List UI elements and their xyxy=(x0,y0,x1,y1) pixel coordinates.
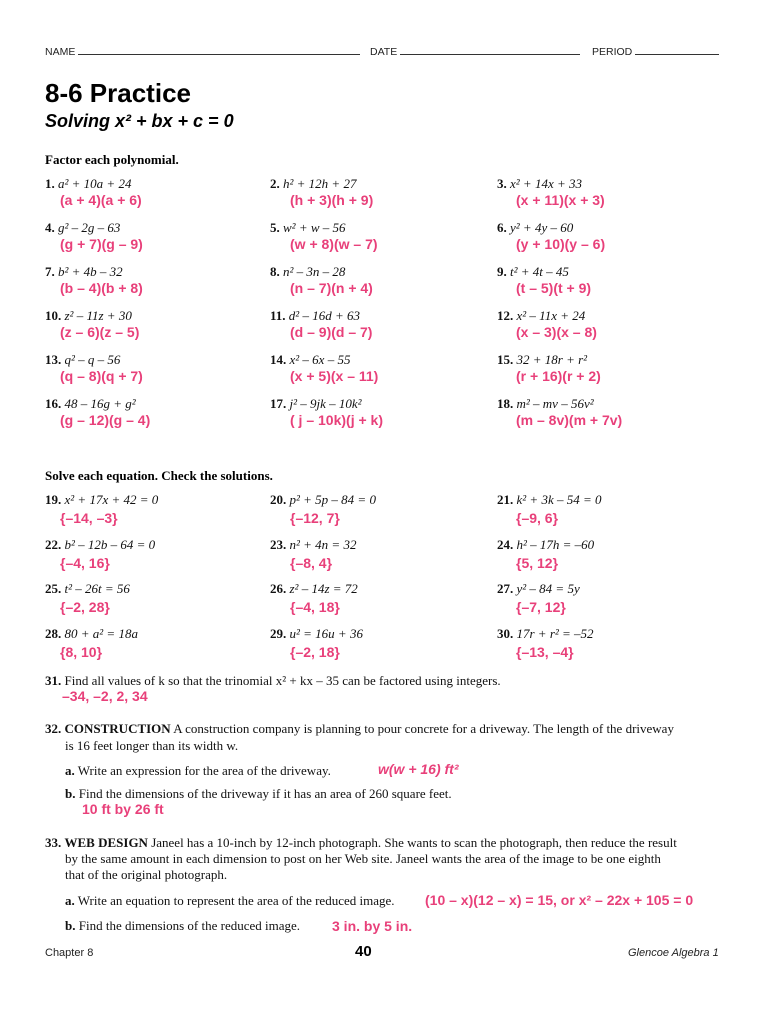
problem-2 xyxy=(270,176,356,192)
date-label: DATE xyxy=(370,46,398,58)
problem-answer: (x + 5)(x – 11) xyxy=(290,368,379,384)
problem-answer: {–12, 7} xyxy=(290,510,340,526)
problem-number: 10. xyxy=(45,308,62,323)
problem-16 xyxy=(45,396,136,412)
q33b xyxy=(65,918,300,934)
problem-6 xyxy=(497,220,573,236)
problem-8 xyxy=(270,581,358,597)
problem-expression: w² + w – 56 xyxy=(283,220,346,235)
problem-answer: (z – 6)(z – 5) xyxy=(60,324,140,340)
q32-text-line2: is 16 feet longer than its width w. xyxy=(65,738,239,753)
name-field[interactable] xyxy=(45,46,360,58)
problem-10 xyxy=(45,308,132,324)
problem-answer: (r + 16)(r + 2) xyxy=(516,368,601,384)
problem-14 xyxy=(270,352,350,368)
problem-number: 15. xyxy=(497,352,514,367)
problem-expression: b² – 12b – 64 = 0 xyxy=(64,536,156,552)
problem-answer: (n – 7)(n + 4) xyxy=(290,280,373,296)
problem-number: 8. xyxy=(270,264,280,279)
problem-1 xyxy=(45,176,131,192)
q32-text-line1: A construction company is planning to pour concrete for a driveway. The length of the driveway xyxy=(173,721,674,736)
problem-expression: x² + 14x + 33 xyxy=(510,176,582,191)
problem-answer: (a + 4)(a + 6) xyxy=(60,192,142,208)
problem-expression: 32 + 18r + r² xyxy=(516,352,588,367)
problem-expression: y² + 4y – 60 xyxy=(510,220,574,235)
q31 xyxy=(45,673,501,689)
problem-answer: (m – 8v)(m + 7v) xyxy=(516,412,623,428)
problem-answer: {5, 12} xyxy=(516,554,559,571)
problem-number: 14. xyxy=(270,352,287,367)
problem-expression: z² – 14z = 72 xyxy=(289,581,358,596)
footer-book: Glencoe Algebra 1 xyxy=(628,947,719,959)
problem-number: 7. xyxy=(45,264,55,279)
problem-expression: 80 + a² = 18a xyxy=(64,625,138,641)
problem-answer: {–4, 18} xyxy=(290,599,340,615)
q32-number: 32. xyxy=(45,721,62,736)
problem-7 xyxy=(45,264,123,280)
problem-number: 2. xyxy=(270,176,280,191)
problem-answer: {8, 10} xyxy=(60,643,103,660)
problem-number: 18. xyxy=(497,396,514,411)
period-field[interactable] xyxy=(592,46,719,58)
q33a xyxy=(65,893,395,909)
q32b-label: b. xyxy=(65,786,76,801)
problem-answer: (w + 8)(w – 7) xyxy=(290,236,378,252)
problem-number: 4. xyxy=(45,220,55,235)
q32a-label: a. xyxy=(65,763,75,778)
problem-7 xyxy=(45,581,130,597)
problem-9 xyxy=(497,264,569,280)
problem-answer: {–13, –4} xyxy=(516,643,574,660)
problem-expression: h² + 12h + 27 xyxy=(283,176,357,191)
problem-number: 23. xyxy=(270,536,287,552)
problem-answer: (g + 7)(g – 9) xyxy=(60,236,143,252)
q33-heading: WEB DESIGN xyxy=(64,835,148,850)
problem-answer: (y + 10)(y – 6) xyxy=(516,236,606,252)
problem-expression: t² + 4t – 45 xyxy=(510,264,569,279)
problem-expression: y² – 84 = 5y xyxy=(516,581,580,596)
q33a-label: a. xyxy=(65,893,75,908)
problem-number: 1. xyxy=(45,176,55,191)
problem-12 xyxy=(497,626,594,642)
q31-text: Find all values of k so that the trinomial x² + kx – 35 can be factored using integers. xyxy=(64,673,501,688)
problem-3 xyxy=(497,492,601,508)
period-label: PERIOD xyxy=(592,46,633,58)
problem-number: 27. xyxy=(497,581,514,596)
problem-answer: {–4, 16} xyxy=(60,554,110,571)
q33b-label: b. xyxy=(65,918,76,933)
problem-expression: z² – 11z + 30 xyxy=(64,308,132,323)
q32a-text: Write an expression for the area of the driveway. xyxy=(77,763,331,778)
problem-answer: (g – 12)(g – 4) xyxy=(60,412,151,428)
problem-10 xyxy=(45,626,138,642)
problem-2 xyxy=(270,492,376,508)
date-line[interactable] xyxy=(400,54,580,55)
q31-number: 31. xyxy=(45,673,62,688)
problem-number: 28. xyxy=(45,625,62,641)
problem-11 xyxy=(270,626,363,642)
problem-expression: x² – 6x – 55 xyxy=(289,352,351,367)
problem-answer: {–14, –3} xyxy=(60,510,118,526)
problem-number: 22. xyxy=(45,536,62,552)
problem-answer: {–2, 18} xyxy=(290,643,340,660)
problem-answer: {–8, 4} xyxy=(290,554,333,571)
q33a-text: Write an equation to represent the area of the reduced image. xyxy=(77,893,395,908)
problem-answer: (b – 4)(b + 8) xyxy=(60,280,143,296)
problem-number: 19. xyxy=(45,492,62,507)
problem-expression: p² + 5p – 84 = 0 xyxy=(289,492,376,507)
footer-page-number: 40 xyxy=(355,943,372,960)
problem-12 xyxy=(497,308,585,324)
q32b-text: Find the dimensions of the driveway if it has an area of 260 square feet. xyxy=(78,786,452,801)
q33-text-line2: by the same amount in each dimension to post on her Web site. Janeel wants the area of the image to be one eighth xyxy=(65,851,661,866)
q33-text-line1: Janeel has a 10-inch by 12-inch photograph. She wants to scan the photograph, then reduce the result xyxy=(151,835,677,850)
problem-11 xyxy=(270,308,360,324)
problem-expression: n² – 3n – 28 xyxy=(283,264,346,279)
q33b-text: Find the dimensions of the reduced image. xyxy=(78,918,301,933)
name-line[interactable] xyxy=(78,54,360,55)
problem-expression: k² + 3k – 54 = 0 xyxy=(516,492,602,507)
problem-number: 9. xyxy=(497,264,507,279)
problem-expression: x² + 17x + 42 = 0 xyxy=(64,492,159,507)
problem-number: 17. xyxy=(270,396,287,411)
problem-13 xyxy=(45,352,120,368)
problem-number: 25. xyxy=(45,581,62,596)
q32b xyxy=(65,786,452,802)
problem-17 xyxy=(270,396,362,412)
footer-chapter: Chapter 8 xyxy=(45,947,94,959)
problem-4 xyxy=(45,220,120,236)
problem-number: 3. xyxy=(497,176,507,191)
problem-1 xyxy=(45,492,158,508)
problem-expression: 17r + r² = –52 xyxy=(516,625,594,641)
problem-expression: b² + 4b – 32 xyxy=(58,264,123,279)
problem-answer: (x + 11)(x + 3) xyxy=(516,192,605,208)
q33-text-line3: that of the original photograph. xyxy=(65,867,228,882)
problem-expression: d² – 16d + 63 xyxy=(288,308,360,323)
problem-18 xyxy=(497,396,594,412)
problem-answer: (q – 8)(q + 7) xyxy=(60,368,143,384)
page-title: 8-6 Practice xyxy=(45,78,191,108)
problem-number: 29. xyxy=(270,625,287,641)
q33 xyxy=(45,835,677,851)
problem-expression: u² = 16u + 36 xyxy=(289,625,363,641)
q32 xyxy=(45,721,674,737)
q32b-answer: 10 ft by 26 ft xyxy=(82,801,164,817)
problem-answer: (h + 3)(h + 9) xyxy=(290,192,374,208)
problem-expression: n² + 4n = 32 xyxy=(289,536,357,552)
problem-number: 5. xyxy=(270,220,280,235)
problem-number: 11. xyxy=(270,308,286,323)
q32a-answer: w(w + 16) ft² xyxy=(378,761,459,777)
problem-expression: m² – mv – 56v² xyxy=(516,396,594,411)
period-line[interactable] xyxy=(635,54,719,55)
problem-answer: {–9, 6} xyxy=(516,510,559,526)
problem-expression: j² – 9jk – 10k² xyxy=(289,396,362,411)
problem-expression: h² – 17h = –60 xyxy=(516,536,595,552)
q32a xyxy=(65,763,331,779)
problem-8 xyxy=(270,264,345,280)
problem-answer: (t – 5)(t + 9) xyxy=(516,280,592,296)
problem-expression: a² + 10a + 24 xyxy=(58,176,132,191)
name-label: NAME xyxy=(45,46,76,58)
q33b-answer: 3 in. by 5 in. xyxy=(332,918,413,934)
q31-answer: –34, –2, 2, 34 xyxy=(62,688,148,704)
problem-9 xyxy=(497,581,580,597)
problem-number: 21. xyxy=(497,492,514,507)
q32-heading: CONSTRUCTION xyxy=(64,721,171,736)
problem-answer: {–2, 28} xyxy=(60,599,110,615)
problem-answer: (d – 9)(d – 7) xyxy=(290,324,373,340)
problem-expression: t² – 26t = 56 xyxy=(64,581,130,596)
problem-3 xyxy=(497,176,582,192)
problem-number: 16. xyxy=(45,396,62,411)
problem-number: 30. xyxy=(497,625,514,641)
q33-number: 33. xyxy=(45,835,62,850)
problem-number: 20. xyxy=(270,492,287,507)
problem-number: 26. xyxy=(270,581,287,596)
page-subtitle: Solving x² + bx + c = 0 xyxy=(45,111,234,131)
section2-instruction: Solve each equation. Check the solutions. xyxy=(45,468,273,483)
problem-5 xyxy=(270,537,356,553)
section1-instruction: Factor each polynomial. xyxy=(45,152,179,167)
problem-number: 13. xyxy=(45,352,62,367)
problem-15 xyxy=(497,352,587,368)
problem-6 xyxy=(497,537,594,553)
problem-expression: q² – q – 56 xyxy=(64,352,121,367)
problem-number: 6. xyxy=(497,220,507,235)
problem-number: 24. xyxy=(497,536,514,552)
problem-expression: 48 – 16g + g² xyxy=(64,396,136,411)
problem-4 xyxy=(45,537,155,553)
date-field[interactable] xyxy=(370,46,580,58)
problem-expression: g² – 2g – 63 xyxy=(58,220,121,235)
q33a-answer: (10 – x)(12 – x) = 15, or x² – 22x + 105 = 0 xyxy=(425,892,694,908)
problem-5 xyxy=(270,220,346,236)
problem-answer: (x – 3)(x – 8) xyxy=(516,324,597,340)
problem-expression: x² – 11x + 24 xyxy=(516,308,586,323)
problem-answer: ( j – 10k)(j + k) xyxy=(290,412,383,428)
problem-number: 12. xyxy=(497,308,514,323)
problem-answer: {–7, 12} xyxy=(516,599,566,615)
